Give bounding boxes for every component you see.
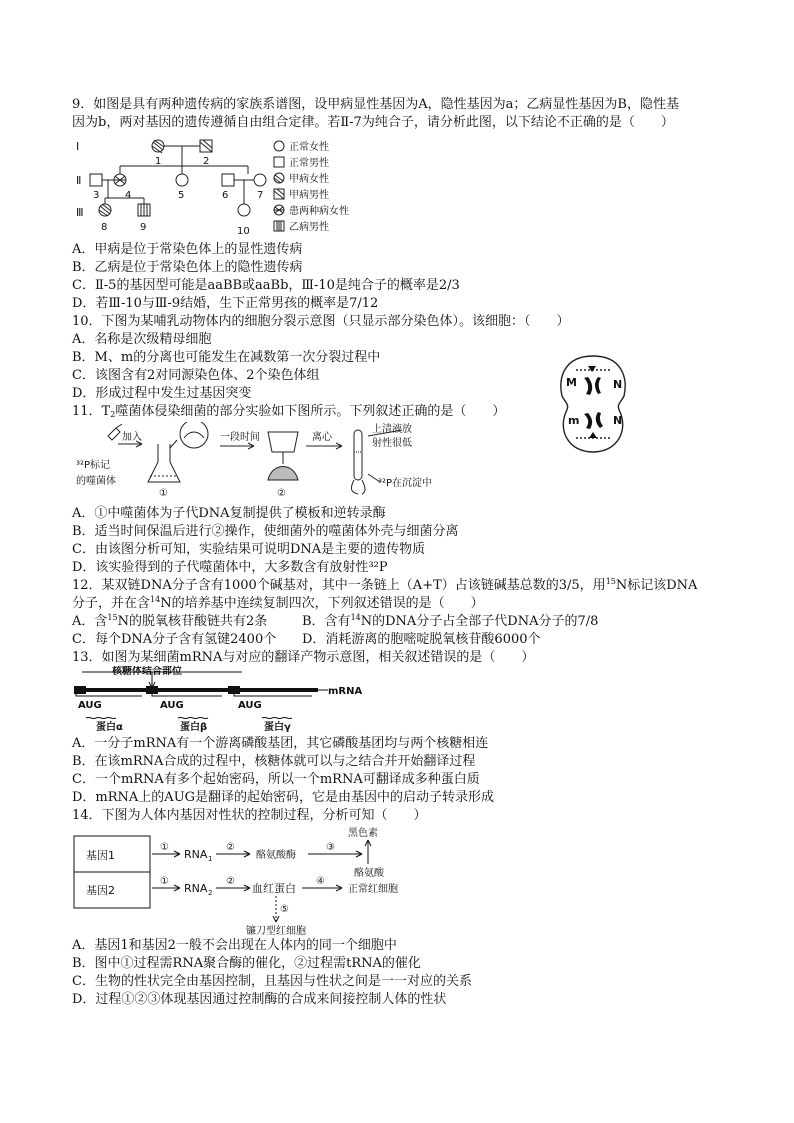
q9-pedigree-figure	[72, 136, 372, 240]
q13-label-mrna: mRNA	[328, 686, 363, 697]
ped-gen-II: Ⅱ	[76, 174, 82, 187]
ped-num-7: 7	[257, 190, 264, 201]
q10-label-m: m	[568, 414, 580, 427]
q12-opt-b2: N的DNA分子占全部子代DNA分子的7/8	[360, 614, 599, 629]
q14-step2-top: ②	[226, 842, 235, 853]
q9-option-a: A．甲病是位于常染色体上的显性遗传病	[72, 242, 303, 257]
q12-stem-2sup: 14	[150, 595, 161, 604]
q11-label-sediment: ³²P在沉淀中	[378, 478, 433, 489]
q12-option-b	[302, 613, 598, 631]
q13-option-b: B．在该mRNA合成的过程中，核糖体就可以与之结合并开始翻译过程	[72, 754, 476, 769]
ped-II5	[176, 174, 188, 186]
q11-label-circle1: ①	[159, 488, 168, 499]
q9-option-d: D．若Ⅲ-10与Ⅲ-9结婚，生下正常男孩的概率是7/12	[72, 296, 379, 311]
q13-label-protein-beta: 蛋白β	[180, 722, 208, 732]
q12-stem-2a: 分子，并在含	[72, 596, 151, 611]
q9-option-c: C．Ⅱ-5的基因型可能是aaBB或aaBb，Ⅲ-10是纯合子的概率是2/3	[72, 278, 460, 293]
q11-label-p32: ³²P标记	[76, 460, 111, 471]
ped-num-1: 1	[155, 156, 162, 167]
q14-option-a: A．基因1和基因2一般不会出现在人体内的同一个细胞中	[72, 938, 397, 953]
q11-label-super2: 射性很低	[372, 438, 412, 449]
q10-label-N-bottom: N	[613, 414, 623, 427]
q14-step3: ③	[326, 842, 335, 853]
q14-step4: ④	[316, 876, 325, 887]
q14-label-melanin: 黑色素	[348, 828, 378, 839]
q13-option-c: C．一个mRNA有多个起始密码，所以一个mRNA可翻译成多种蛋白质	[72, 772, 480, 787]
q10-option-a: A．名称是次级精母细胞	[72, 332, 212, 347]
q14-step1-top: ①	[160, 842, 169, 853]
q14-stem: 14．下图为人体内基因对性状的控制过程，分析可知（ ）	[72, 808, 427, 823]
q9-stem-line2: 因为b，两对基因的遗传遵循自由组合定律。若Ⅱ-7为纯合子，请分析此图，以下结论不正确的是（ ）	[72, 115, 674, 130]
q12-opt-b1: B．含有	[302, 614, 351, 629]
q11-stem-b: 噬菌体侵染细菌的部分实验如下图所示。下列叙述正确的是（ ）	[115, 404, 506, 419]
q10-option-c: C．该图含有2对同源染色体、2个染色体组	[72, 368, 320, 383]
legend-b-male: 乙病男性	[289, 222, 329, 233]
q12-stem-1b: N标记该DNA	[615, 578, 698, 593]
q11-stem-sub: 2	[110, 410, 116, 419]
q11-option-a: A．①中噬菌体为子代DNA复制提供了模板和逆转录酶	[72, 506, 386, 521]
q11-label-centrifuge: 离心	[312, 432, 332, 443]
ped-II7	[254, 174, 266, 186]
ped-num-10: 10	[237, 226, 250, 237]
q12-opt-b-sup: 14	[350, 613, 361, 622]
q14-label-sickle-rbc: 镰刀型红细胞	[246, 926, 306, 936]
q11-label-super1: 上清液放	[372, 424, 412, 435]
q14-label-rna1-sub: 1	[208, 855, 213, 863]
ped-num-8: 8	[101, 222, 108, 233]
q13-label-aug-1: AUG	[78, 700, 102, 711]
q11-option-d-text: D．该实验得到的子代噬菌体中，大多数含有放射性	[72, 560, 369, 575]
q10-option-d: D．形成过程中发生过基因突变	[72, 386, 252, 401]
legend-a-male: 甲病男性	[289, 190, 329, 201]
q14-label-gene1: 基因1	[86, 849, 115, 862]
q12-stem-line2	[72, 595, 484, 613]
legend-a-female: 甲病女性	[289, 174, 329, 185]
q14-label-rna1: RNA	[184, 848, 208, 861]
q11-option-d	[72, 559, 388, 577]
q13-stem: 13．如图为某细菌mRNA与对应的翻译产物示意图，相关叙述错误的是（ ）	[72, 650, 535, 665]
q11-label-add: 加入	[122, 432, 142, 443]
ped-gen-I: Ⅰ	[76, 140, 80, 153]
q10-stem: 10．下图为某哺乳动物体内的细胞分裂示意图（只显示部分染色体）。该细胞：（ ）	[72, 314, 570, 329]
q12-stem-1sup: 15	[605, 577, 616, 586]
q14-label-rna2: RNA	[184, 882, 208, 895]
q13-label-protein-alpha: 蛋白α	[96, 722, 123, 732]
q14-label-hemoglobin: 血红蛋白	[252, 882, 296, 895]
q12-stem-1a: 12．某双链DNA分子含有1000个碱基对，其中一条链上（A+T）占该链碱基总数的3/5，用	[72, 578, 606, 593]
q11-label-phage: 的噬菌体	[76, 476, 116, 487]
ped-num-5: 5	[178, 190, 185, 201]
q10-option-b: B．M、m的分离也可能发生在减数第一次分裂过程中	[72, 350, 381, 365]
ped-num-4: 4	[125, 190, 132, 201]
q14-option-c: C．生物的性状完全由基因控制，且基因与性状之间是一一对应的关系	[72, 974, 472, 989]
q13-label-ribosome-site: 核糖体结合部位	[112, 666, 182, 677]
q12-option-d: D．消耗游离的胞嘧啶脱氧核苷酸6000个	[302, 632, 541, 647]
q14-option-d: D．过程①②③体现基因通过控制酶的合成来间接控制人体的性状	[72, 992, 447, 1007]
ped-II3	[90, 174, 102, 186]
q14-step5: ⑤	[280, 904, 289, 915]
q13-label-protein-gamma: 蛋白γ	[264, 722, 291, 732]
q11-option-c: C．由该图分析可知，实验结果可说明DNA是主要的遗传物质	[72, 542, 426, 557]
q14-option-b: B．图中①过程需RNA聚合酶的催化，②过程需tRNA的催化	[72, 956, 421, 971]
q13-label-aug-3: AUG	[238, 700, 262, 711]
q11-stem	[72, 403, 505, 421]
q11-label-time: 一段时间	[220, 432, 260, 443]
q9-option-b: B．乙病是位于常染色体上的隐性遗传病	[72, 260, 303, 275]
q13-mrna-figure	[72, 666, 402, 732]
q14-gene-figure	[72, 826, 432, 936]
legend-both-female: 患两种病女性	[289, 206, 349, 217]
ped-num-3: 3	[93, 190, 100, 201]
q12-opt-a1: A．含	[72, 614, 108, 629]
legend-normal-female: 正常女性	[289, 142, 329, 153]
ped-num-2: 2	[203, 156, 210, 167]
q11-option-d-p32: ³²P	[368, 560, 388, 575]
ped-II6	[222, 174, 234, 186]
q12-stem-2b: N的培养基中连续复制四次，下列叙述错误的是（ ）	[160, 596, 484, 611]
q9-stem-line1: 9．如图是具有两种遗传病的家族系谱图，设甲病显性基因为A，隐性基因为a；乙病显性基因为B，隐性基	[72, 97, 679, 112]
q14-step2-bottom: ②	[226, 876, 235, 887]
q11-experiment-figure	[72, 422, 492, 504]
ped-num-9: 9	[140, 222, 147, 233]
q12-option-a	[72, 613, 267, 631]
q14-label-rna2-sub: 2	[208, 889, 213, 897]
ped-III10	[238, 204, 250, 216]
q14-label-gene2: 基因2	[86, 884, 115, 897]
legend-normal-male: 正常男性	[289, 158, 329, 169]
q14-label-enzyme: 酪氨酸酶	[256, 850, 296, 861]
q12-opt-a-sup: 15	[107, 613, 118, 622]
q12-option-c: C．每个DNA分子含有氢键2400个	[72, 632, 277, 647]
q14-label-tyrosine: 酪氨酸	[354, 868, 384, 879]
q10-label-M: M	[566, 376, 577, 389]
q12-stem-line1	[72, 577, 697, 595]
q14-label-normal-rbc: 正常红细胞	[348, 884, 398, 895]
q12-opt-a2: N的脱氧核苷酸链共有2条	[117, 614, 268, 629]
q13-option-a: A．一分子mRNA有一个游离磷酸基团，其它磷酸基团均与两个核糖相连	[72, 736, 489, 751]
ped-gen-III: Ⅲ	[76, 206, 84, 219]
q13-label-aug-2: AUG	[160, 700, 184, 711]
q11-option-b: B．适当时间保温后进行②操作，使细菌外的噬菌体外壳与细菌分离	[72, 524, 459, 539]
q11-stem-a: 11．T	[72, 404, 111, 419]
q14-step1-bottom: ①	[160, 876, 169, 887]
q13-option-d: D．mRNA上的AUG是翻译的起始密码，它是由基因中的启动子转录形成	[72, 790, 495, 805]
q11-label-circle2: ②	[277, 488, 286, 499]
q10-label-N-top: N	[613, 378, 623, 391]
ped-num-6: 6	[222, 190, 229, 201]
q10-cell-figure	[556, 352, 630, 456]
